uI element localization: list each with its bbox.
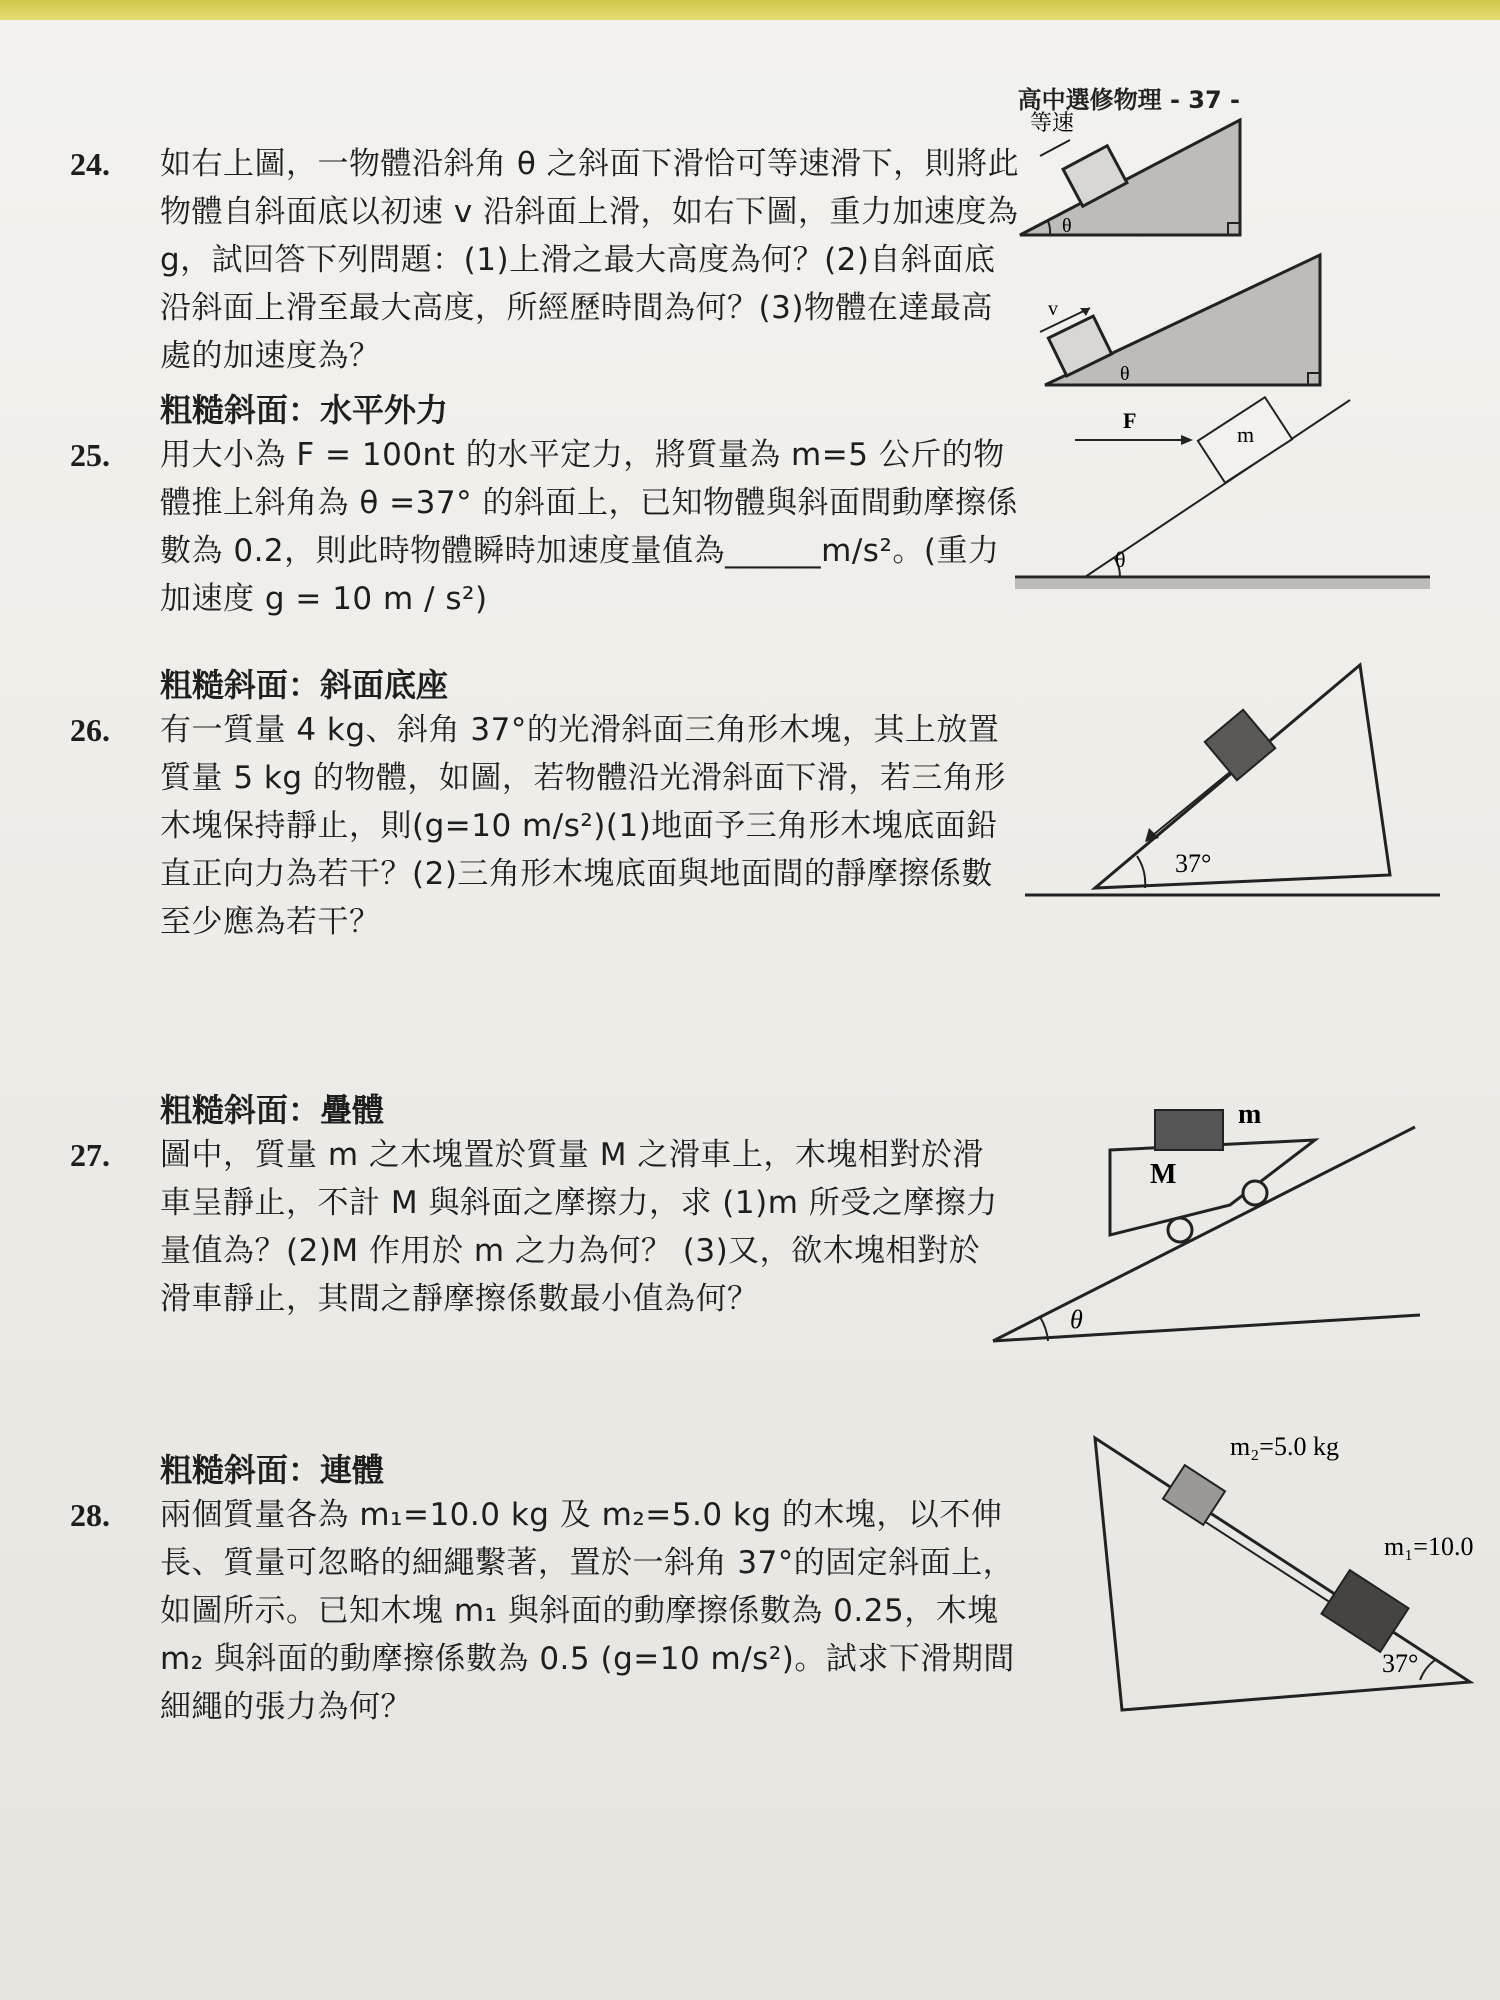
section-title: 粗糙斜面：連體 bbox=[160, 1451, 385, 1489]
section-title: 粗糙斜面：斜面底座 bbox=[160, 666, 449, 704]
cart-M bbox=[1110, 1140, 1315, 1235]
problem-text: 圖中，質量 m 之木塊置於質量 M 之滑車上，木塊相對於滑車呈靜止，不計 M 與斜面之摩擦力，求 (1)m 所受之摩擦力量值為？(2)M 作用於 m 之力為何？ (3)又，欲木塊相對於滑車靜止，其間之靜摩擦係數最小值為何？ bbox=[160, 1137, 998, 1317]
mass-label: m bbox=[1237, 422, 1255, 447]
problem-number: 28. bbox=[70, 1497, 110, 1533]
figure-28-connected-blocks bbox=[1090, 1420, 1500, 1720]
figure-27-cart bbox=[990, 1095, 1425, 1350]
angle-label: θ bbox=[1070, 1305, 1083, 1334]
angle-arc bbox=[1420, 1660, 1435, 1680]
problem-text: 有一質量 4 kg、斜角 37°的光滑斜面三角形木塊，其上放置質量 5 kg 的物體，如圖，若物體沿光滑斜面下滑，若三角形木塊保持靜止，則(g=10 m/s²)(1)地面予三角形木塊底面鉛直正向力為若干？(2)三角形木塊底面與地面間的靜摩擦係數至少應為若干？ bbox=[160, 712, 1006, 940]
ground-hatch bbox=[1015, 579, 1430, 589]
block-on-wedge bbox=[1205, 710, 1275, 780]
small-mass-label: m bbox=[1238, 1099, 1262, 1130]
block-m bbox=[1155, 1110, 1223, 1150]
problem-26 bbox=[70, 660, 1030, 946]
wheel bbox=[1243, 1181, 1267, 1205]
slide-arrow bbox=[1153, 772, 1230, 835]
velocity-label: v bbox=[1048, 298, 1058, 320]
wheel bbox=[1168, 1218, 1192, 1242]
incline-top bbox=[1020, 120, 1240, 235]
problem-text: 兩個質量各為 m₁=10.0 kg 及 m₂=5.0 kg 的木塊，以不伸長、質量可忽略的細繩繫著，置於一斜角 37°的固定斜面上，如圖所示。已知木塊 m₁ 與斜面的動摩擦係數為 0.25，木塊 m₂ 與斜面的動摩擦係數為 0.5 (g=10 m/s²)。試求下滑期間細繩的張力為何？ bbox=[160, 1497, 1015, 1725]
figure-25-horizontal-force bbox=[1015, 395, 1435, 595]
figure-label-constant-speed: 等速 bbox=[1030, 110, 1075, 135]
problem-number: 27. bbox=[70, 1137, 110, 1173]
angle-label: θ bbox=[1062, 215, 1072, 237]
section-title: 粗糙斜面：疊體 bbox=[160, 1091, 385, 1129]
m1-label: m₁=10.0 bbox=[1384, 1532, 1474, 1561]
problem-number: 26. bbox=[70, 712, 110, 748]
big-mass-label: M bbox=[1150, 1159, 1177, 1190]
block-m1 bbox=[1321, 1570, 1408, 1652]
section-title: 粗糙斜面：水平外力 bbox=[160, 391, 449, 429]
ground-line bbox=[993, 1315, 1420, 1341]
problem-text: 用大小為 F = 100nt 的水平定力，將質量為 m=5 公斤的物體推上斜角為 θ =37° 的斜面上，已知物體與斜面間動摩擦係數為 0.2，則此時物體瞬時加速度量值為______m/s²。(重力加速度 g = 10 m / s²) bbox=[160, 437, 1018, 617]
arrow-down-slope bbox=[1040, 140, 1070, 156]
problem-28 bbox=[70, 1445, 1030, 1731]
figure-24-inclines bbox=[1010, 100, 1340, 400]
angle-arc bbox=[1137, 856, 1145, 888]
problem-27 bbox=[70, 1085, 1030, 1323]
page-header: 高中選修物理 - 37 - bbox=[1017, 86, 1240, 114]
problem-number: 24. bbox=[70, 146, 110, 182]
problem-25 bbox=[70, 385, 1030, 623]
m2-label: m₂=5.0 kg bbox=[1230, 1432, 1339, 1461]
problem-number: 25. bbox=[70, 437, 110, 473]
figure-26-wedge bbox=[1025, 660, 1445, 905]
angle-label: θ bbox=[1120, 363, 1130, 385]
angle-label: θ bbox=[1115, 547, 1126, 572]
problem-24 bbox=[70, 140, 1030, 380]
force-label: F bbox=[1123, 408, 1137, 433]
angle-label: 37° bbox=[1175, 849, 1212, 878]
problem-text: 如右上圖，一物體沿斜角 θ 之斜面下滑恰可等速滑下，則將此物體自斜面底以初速 v 沿斜面上滑，如右下圖，重力加速度為 g，試回答下列問題：(1)上滑之最大高度為何？(2)自斜面底沿斜面上滑至最大高度，所經歷時間為何？(3)物體在達最高處的加速度為？ bbox=[160, 146, 1020, 374]
angle-label: 37° bbox=[1382, 1649, 1419, 1678]
force-arrowhead bbox=[1181, 435, 1193, 445]
string bbox=[1190, 1512, 1345, 1612]
